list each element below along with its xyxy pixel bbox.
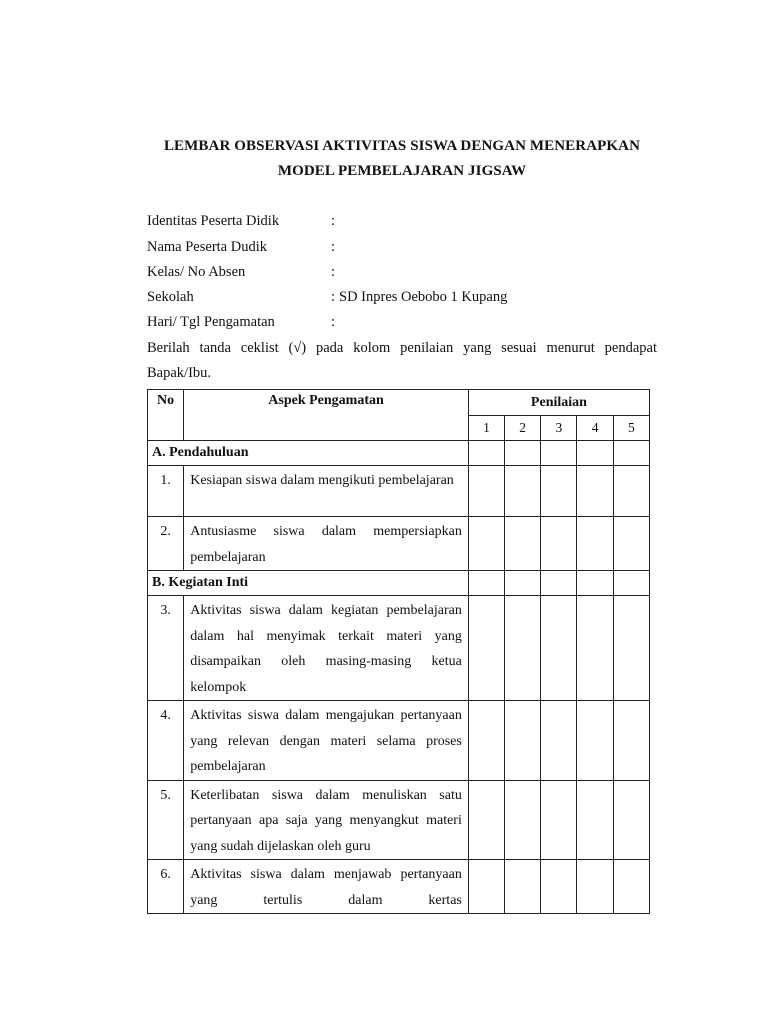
score-cell[interactable] — [577, 571, 613, 596]
score-cell[interactable] — [541, 517, 577, 571]
score-cell[interactable] — [468, 441, 504, 466]
table-row — [148, 466, 650, 517]
score-cell[interactable] — [613, 596, 649, 701]
identity-colon: : — [331, 239, 336, 255]
item-text: Aktivitas siswa dalam kegiatan pembelajaran dalam hal menyimak terkait materi yang disampaikan oleh masing-masing ketua kelompok — [184, 596, 469, 701]
score-cell[interactable] — [613, 441, 649, 466]
section-title: A. Pendahuluan — [148, 441, 469, 466]
score-cell[interactable] — [505, 701, 541, 781]
identity-colon: : — [331, 213, 336, 229]
score-cell[interactable] — [541, 441, 577, 466]
score-cell[interactable] — [505, 466, 541, 517]
item-number: 2. — [148, 517, 184, 571]
identity-label: Kelas/ No Absen — [147, 264, 246, 280]
score-cell[interactable] — [577, 701, 613, 781]
score-cell[interactable] — [505, 517, 541, 571]
score-cell[interactable] — [577, 517, 613, 571]
score-cell[interactable] — [505, 596, 541, 701]
score-cell[interactable] — [541, 780, 577, 860]
header-penilaian: Penilaian — [468, 390, 649, 416]
section-row — [148, 441, 650, 466]
score-cell[interactable] — [505, 571, 541, 596]
identity-row — [147, 287, 657, 307]
score-cell[interactable] — [613, 701, 649, 781]
score-cell[interactable] — [541, 860, 577, 914]
table-row — [148, 701, 650, 781]
score-cell[interactable] — [541, 466, 577, 517]
score-cell[interactable] — [468, 466, 504, 517]
identity-row — [147, 211, 657, 231]
instruction-text: Berilah tanda ceklist (√) pada kolom penilaian yang sesuai menurut pendapat Bapak/Ibu. — [147, 340, 657, 381]
identity-row — [147, 237, 657, 257]
score-header: 5 — [613, 416, 649, 441]
score-cell[interactable] — [613, 780, 649, 860]
item-number: 6. — [148, 860, 184, 914]
table-row — [148, 860, 650, 914]
score-cell[interactable] — [577, 466, 613, 517]
score-cell[interactable] — [541, 596, 577, 701]
score-cell[interactable] — [541, 701, 577, 781]
score-cell[interactable] — [577, 441, 613, 466]
table-row — [148, 596, 650, 701]
score-header: 3 — [541, 416, 577, 441]
score-cell[interactable] — [505, 780, 541, 860]
score-cell[interactable] — [505, 860, 541, 914]
header-no: No — [148, 390, 184, 441]
score-cell[interactable] — [468, 596, 504, 701]
item-text: Keterlibatan siswa dalam menuliskan satu pertanyaan apa saja yang menyangkut materi yang sudah dijelaskan oleh guru — [184, 780, 469, 860]
score-cell[interactable] — [613, 466, 649, 517]
score-cell[interactable] — [505, 441, 541, 466]
score-header: 1 — [468, 416, 504, 441]
document-title-line-1: LEMBAR OBSERVASI AKTIVITAS SISWA DENGAN MENERAPKAN — [163, 138, 641, 154]
item-text: Aktivitas siswa dalam mengajukan pertanyaan yang relevan dengan materi selama proses pembelajaran — [184, 701, 469, 781]
item-text: Aktivitas siswa dalam menjawab pertanyaan yang tertulis dalam kertas — [184, 860, 469, 914]
item-number: 3. — [148, 596, 184, 701]
identity-row — [147, 262, 657, 282]
score-cell[interactable] — [541, 571, 577, 596]
item-text: Kesiapan siswa dalam mengikuti pembelajaran — [184, 466, 469, 517]
item-number: 5. — [148, 780, 184, 860]
identity-colon: : — [331, 314, 336, 330]
identity-label: Nama Peserta Dudik — [147, 239, 267, 255]
identity-label: Hari/ Tgl Pengamatan — [147, 314, 275, 330]
table-row — [148, 517, 650, 571]
score-header: 2 — [505, 416, 541, 441]
identity-colon: : — [331, 289, 336, 305]
score-cell[interactable] — [468, 571, 504, 596]
identity-row — [147, 312, 657, 332]
score-cell[interactable] — [468, 780, 504, 860]
score-cell[interactable] — [577, 780, 613, 860]
identity-label: Sekolah — [147, 289, 194, 305]
section-row — [148, 571, 650, 596]
item-number: 1. — [148, 466, 184, 517]
score-cell[interactable] — [613, 571, 649, 596]
identity-colon: : — [331, 264, 336, 280]
item-number: 4. — [148, 701, 184, 781]
table-header-row — [148, 390, 650, 416]
score-cell[interactable] — [613, 517, 649, 571]
identity-value: SD Inpres Oebobo 1 Kupang — [339, 289, 508, 305]
score-cell[interactable] — [577, 860, 613, 914]
score-cell[interactable] — [577, 596, 613, 701]
identity-label: Identitas Peserta Didik — [147, 213, 280, 229]
observation-table — [147, 389, 650, 914]
header-aspek: Aspek Pengamatan — [184, 390, 469, 441]
item-text: Antusiasme siswa dalam mempersiapkan pembelajaran — [184, 517, 469, 571]
score-header: 4 — [577, 416, 613, 441]
table-row — [148, 780, 650, 860]
score-cell[interactable] — [613, 860, 649, 914]
score-cell[interactable] — [468, 701, 504, 781]
section-title: B. Kegiatan Inti — [148, 571, 469, 596]
score-cell[interactable] — [468, 517, 504, 571]
document-title-line-2: MODEL PEMBELAJARAN JIGSAW — [277, 163, 527, 179]
score-cell[interactable] — [468, 860, 504, 914]
